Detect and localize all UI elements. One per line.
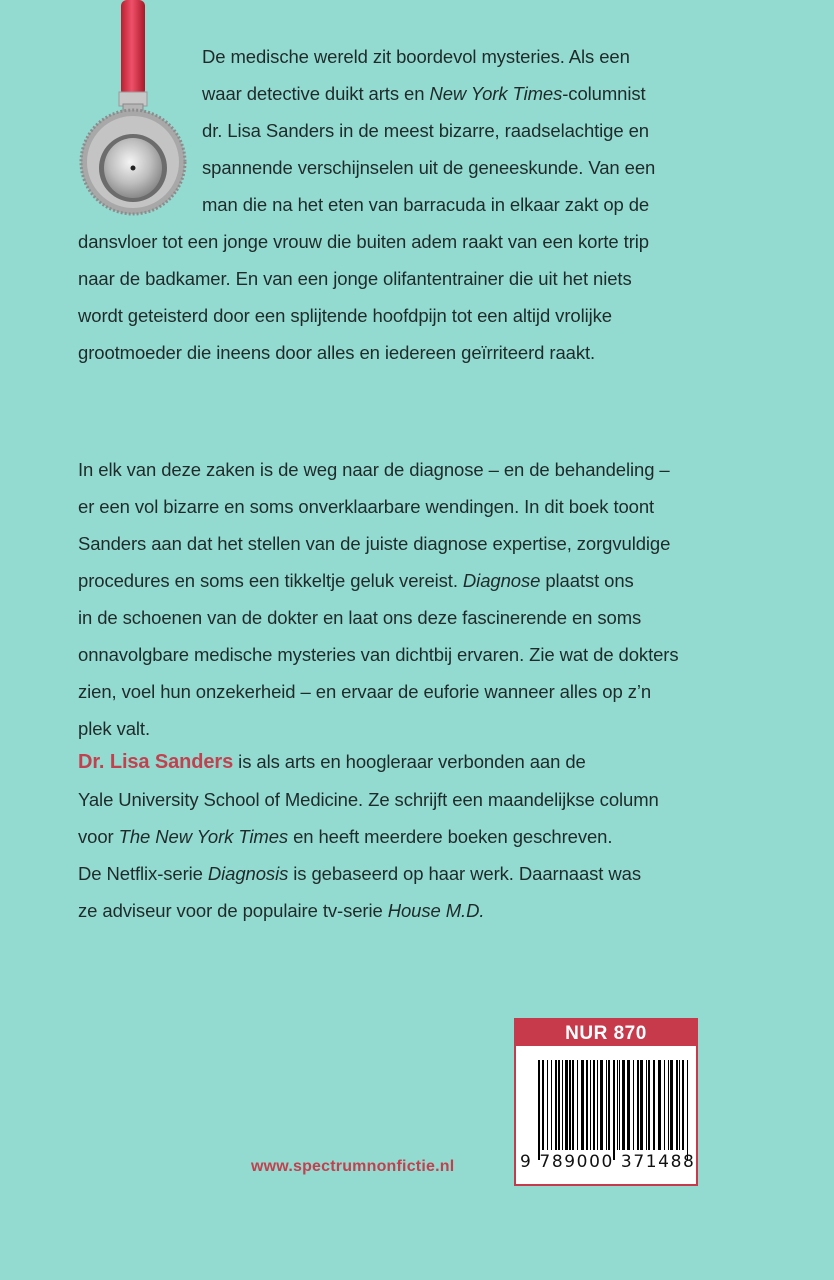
author-bio: [78, 743, 728, 929]
text-line: onnavolgbare medische mysteries van dichtbij ervaren. Zie wat de dokters: [78, 644, 679, 665]
text-line: spannende verschijnselen uit de geneeskunde. Van een: [202, 157, 656, 178]
text-line: dansvloer tot een jonge vrouw die buiten adem raakt van een korte trip: [78, 231, 649, 252]
text-line: De Netflix-serie Diagnosis is gebaseerd op haar werk. Daarnaast was: [78, 863, 641, 884]
text-line: procedures en soms een tikkeltje geluk vereist. Diagnose plaatst ons: [78, 570, 634, 591]
text-line: wordt geteisterd door een splijtende hoofdpijn tot een altijd vrolijke: [78, 305, 612, 326]
text-line: zien, voel hun onzekerheid – en ervaar de euforie wanneer alles op z’n: [78, 681, 652, 702]
text-line: grootmoeder die ineens door alles en iedereen geïrriteerd raakt.: [78, 342, 596, 363]
text-line: dr. Lisa Sanders in de meest bizarre, raadselachtige en: [202, 120, 649, 141]
text-line: ze adviseur voor de populaire tv-serie House M.D.: [78, 900, 485, 921]
text-line: In elk van deze zaken is de weg naar de diagnose – en de behandeling –: [78, 459, 670, 480]
text-line: De medische wereld zit boordevol mysteries. Als een: [202, 46, 630, 67]
blurb-paragraph-2: [78, 451, 728, 747]
isbn-number: 9 789000 371488: [520, 1152, 696, 1172]
text-line: man die na het eten van barracuda in elkaar zakt op de: [202, 194, 650, 215]
text-line: in de schoenen van de dokter en laat ons deze fascinerende en soms: [78, 607, 642, 628]
text-line: waar detective duikt arts en New York Times-columnist: [202, 83, 646, 104]
text-line: voor The New York Times en heeft meerdere boeken geschreven.: [78, 826, 613, 847]
text-line: plek valt.: [78, 718, 151, 739]
author-name: Dr. Lisa Sanders: [78, 751, 234, 773]
publisher-url[interactable]: www.spectrumnonfictie.nl: [251, 1158, 455, 1175]
barcode-box: [514, 1018, 698, 1186]
author-bio-first-line: Dr. Lisa Sanders is als arts en hoogleraar verbonden aan de: [78, 751, 586, 773]
text-line: Sanders aan dat het stellen van de juiste diagnose expertise, zorgvuldige: [78, 533, 671, 554]
text-line: Yale University School of Medicine. Ze schrijft een maandelijkse column: [78, 789, 659, 810]
nur-code: NUR 870: [516, 1020, 696, 1046]
blurb-paragraph-1: [78, 38, 728, 371]
text-line: naar de badkamer. En van een jonge olifantentrainer die uit het niets: [78, 268, 632, 289]
text-line: er een vol bizarre en soms onverklaarbare wendingen. In dit boek toont: [78, 496, 655, 517]
